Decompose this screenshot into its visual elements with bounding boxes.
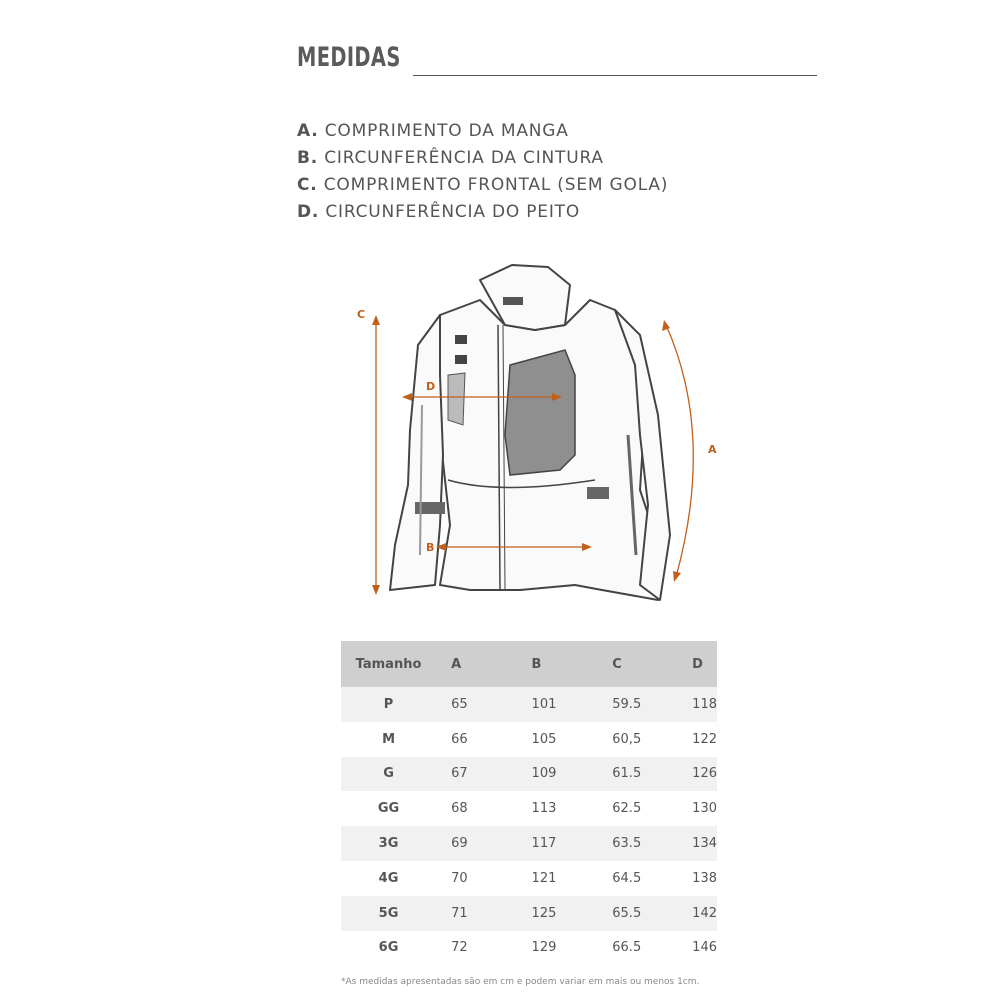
value-cell: 109 xyxy=(517,757,598,792)
legend-key: C. xyxy=(297,175,318,195)
value-cell: 60,5 xyxy=(597,722,677,757)
value-cell: 71 xyxy=(436,896,516,931)
title-divider xyxy=(413,75,817,76)
size-table xyxy=(341,641,717,965)
size-cell: 5G xyxy=(341,896,436,931)
header-a: A xyxy=(436,641,516,687)
value-cell: 65 xyxy=(436,687,516,722)
value-cell: 113 xyxy=(517,791,598,826)
legend-text: CIRCUNFERÊNCIA DA CINTURA xyxy=(324,148,604,168)
value-cell: 69 xyxy=(436,826,516,861)
value-cell: 65.5 xyxy=(597,896,677,931)
legend-text: COMPRIMENTO DA MANGA xyxy=(324,121,569,141)
legend-key: A. xyxy=(297,121,319,141)
size-cell: G xyxy=(341,757,436,792)
value-cell: 68 xyxy=(436,791,516,826)
legend-item-d xyxy=(297,199,668,226)
value-cell: 126 xyxy=(677,757,717,792)
legend-key: D. xyxy=(297,202,320,222)
dimension-label-c: C xyxy=(357,308,366,321)
value-cell: 105 xyxy=(517,722,598,757)
value-cell: 101 xyxy=(517,687,598,722)
value-cell: 129 xyxy=(517,931,598,966)
value-cell: 64.5 xyxy=(597,861,677,896)
legend-text: CIRCUNFERÊNCIA DO PEITO xyxy=(325,202,581,222)
header-c: C xyxy=(597,641,677,687)
value-cell: 61.5 xyxy=(597,757,677,792)
table-row xyxy=(341,861,717,896)
value-cell: 134 xyxy=(677,826,717,861)
legend-item-c xyxy=(297,172,668,199)
size-cell: P xyxy=(341,687,436,722)
value-cell: 66.5 xyxy=(597,931,677,966)
value-cell: 122 xyxy=(677,722,717,757)
measurement-legend xyxy=(297,118,668,226)
table-row xyxy=(341,791,717,826)
legend-text: COMPRIMENTO FRONTAL (SEM GOLA) xyxy=(323,175,669,195)
value-cell: 66 xyxy=(436,722,516,757)
value-cell: 63.5 xyxy=(597,826,677,861)
value-cell: 117 xyxy=(517,826,598,861)
size-cell: 3G xyxy=(341,826,436,861)
jacket-illustration xyxy=(340,255,730,615)
page-title: MEDIDAS xyxy=(297,42,401,73)
size-cell: GG xyxy=(341,791,436,826)
table-row xyxy=(341,757,717,792)
value-cell: 62.5 xyxy=(597,791,677,826)
header-size: Tamanho xyxy=(341,641,436,687)
table-row xyxy=(341,722,717,757)
legend-key: B. xyxy=(297,148,319,168)
value-cell: 118 xyxy=(677,687,717,722)
table-row xyxy=(341,826,717,861)
value-cell: 121 xyxy=(517,861,598,896)
legend-item-a xyxy=(297,118,668,145)
header-b: B xyxy=(517,641,598,687)
header-d: D xyxy=(677,641,717,687)
table-row xyxy=(341,931,717,966)
value-cell: 72 xyxy=(436,931,516,966)
table-row xyxy=(341,687,717,722)
size-cell: M xyxy=(341,722,436,757)
value-cell: 142 xyxy=(677,896,717,931)
value-cell: 70 xyxy=(436,861,516,896)
value-cell: 138 xyxy=(677,861,717,896)
size-cell: 6G xyxy=(341,931,436,966)
size-cell: 4G xyxy=(341,861,436,896)
value-cell: 130 xyxy=(677,791,717,826)
dimension-label-a: A xyxy=(708,443,717,456)
value-cell: 146 xyxy=(677,931,717,966)
table-row xyxy=(341,896,717,931)
jacket-diagram xyxy=(340,255,730,615)
value-cell: 125 xyxy=(517,896,598,931)
footnote: *As medidas apresentadas são em cm e podem variar em mais ou menos 1cm. xyxy=(341,977,700,987)
table-header-row xyxy=(341,641,717,687)
dimension-label-b: B xyxy=(426,541,435,554)
legend-item-b xyxy=(297,145,668,172)
value-cell: 59.5 xyxy=(597,687,677,722)
dimension-label-d: D xyxy=(426,380,436,393)
value-cell: 67 xyxy=(436,757,516,792)
